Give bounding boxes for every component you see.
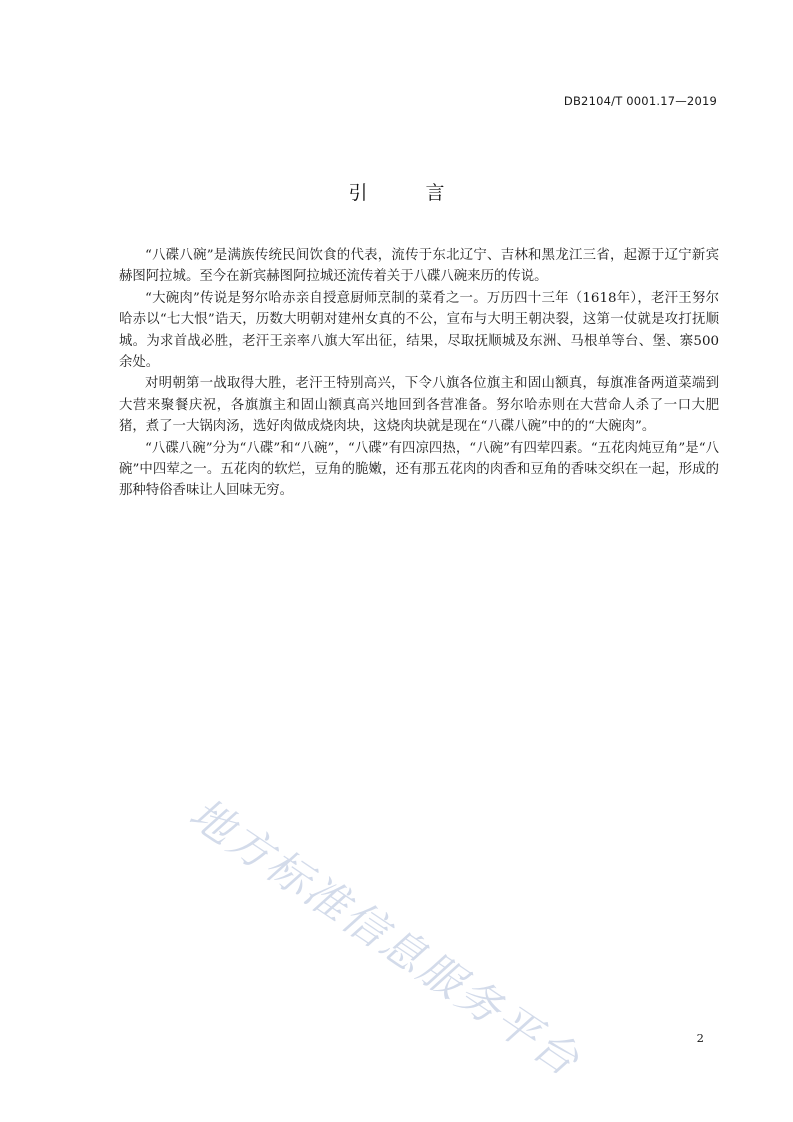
paragraph: 对明朝第一战取得大胜，老汗王特别高兴，下令八旗各位旗主和固山额真，每旗准备两道菜端到大营来聚餐庆祝，各旗旗主和固山额真高兴地回到各营准备。努尔哈赤则在大营命人杀了一口大肥猪，煮了一大锅肉汤，选好肉做成烧肉块，这烧肉块就是现在“八碟八碗”中的的“大碗肉”。 xyxy=(119,376,719,435)
document-code: DB2104/T 0001.17—2019 xyxy=(563,94,717,108)
paragraph: “八碟八碗”是满族传统民间饮食的代表，流传于东北辽宁、吉林和黑龙江三省，起源于辽宁新宾赫图阿拉城。至今在新宾赫图阿拉城还流传着关于八碟八碗来历的传说。 xyxy=(119,248,719,285)
page-number: 2 xyxy=(696,1031,704,1045)
paragraph: “大碗肉”传说是努尔哈赤亲自授意厨师烹制的菜肴之一。万历四十三年（1618年），老汗王努尔哈赤以“七大恨”诰天，历数大明朝对建州女真的不公，宣布与大明王朝决裂，这第一仗就是攻打抚顺城。为求首战必胜，老汗王亲率八旗大军出征，结果，尽取抚顺城及东洲、马根单等台、堡、寨500余处。 xyxy=(119,290,719,371)
introduction-body xyxy=(119,245,719,502)
paragraph: “八碟八碗”分为“八碟”和“八碗”，“八碟”有四凉四热，“八碗”有四荤四素。“五花肉炖豆角”是“八碗”中四荤之一。五花肉的软烂，豆角的脆嫩，还有那五花肉的肉香和豆角的香味交织在一起，形成的那种特俗香味让人回味无穷。 xyxy=(119,440,719,499)
watermark: 地方标准信息服务平台 xyxy=(180,788,590,1088)
section-title: 引 言 xyxy=(348,182,471,204)
